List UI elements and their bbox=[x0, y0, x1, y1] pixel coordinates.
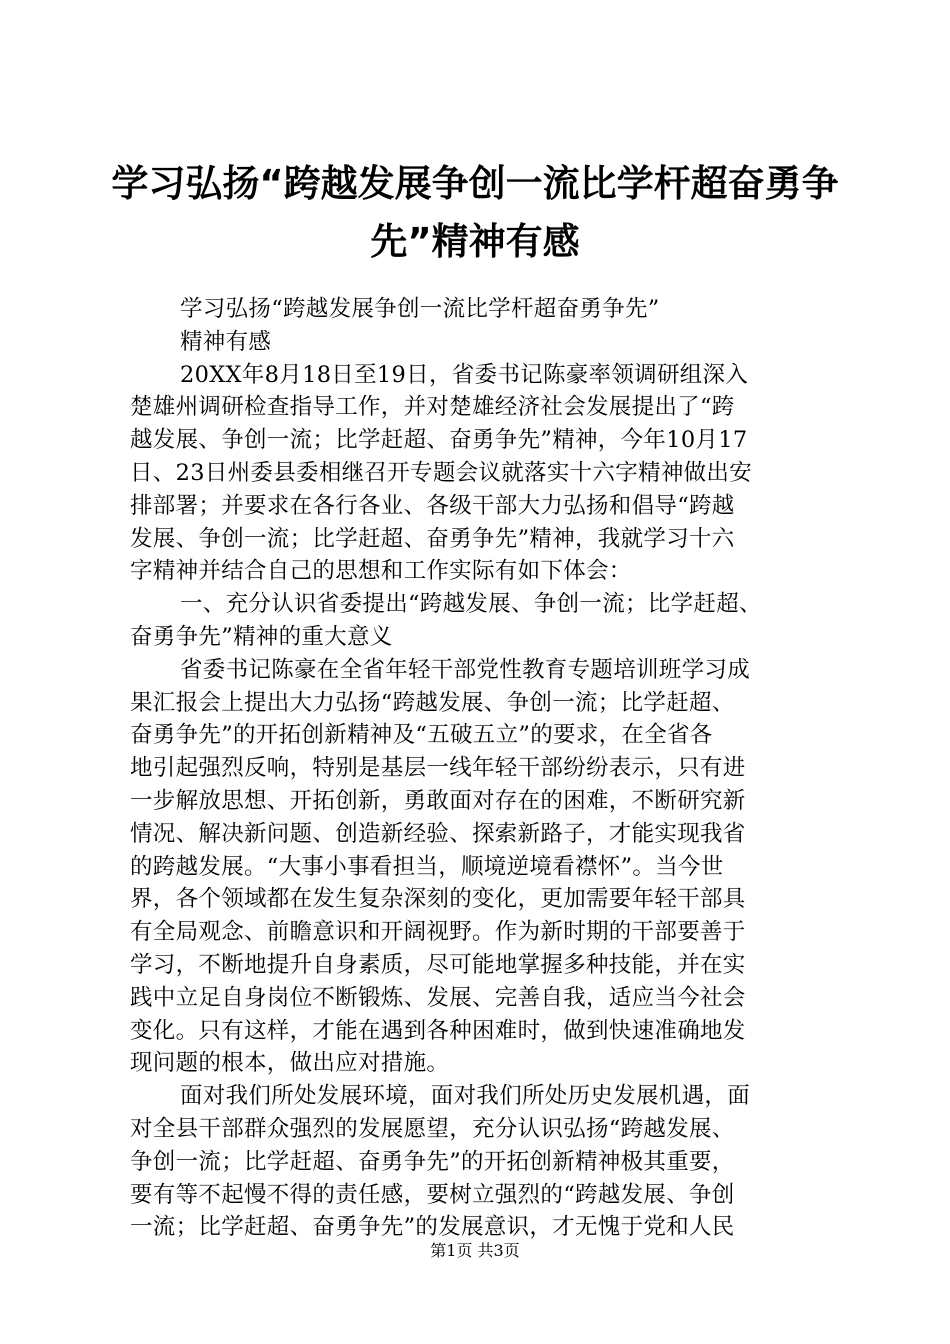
body-line: 越发展、争创一流；比学赶超、奋勇争先”精神，今年10月17 bbox=[130, 427, 748, 454]
document-title-line-2: 先”精神有感 bbox=[370, 220, 580, 263]
body-line: 学习，不断地提升自身素质，尽可能地掌握多种技能，并在实 bbox=[130, 951, 746, 978]
body-line: 一流；比学赶超、奋勇争先”的发展意识，才无愧于党和人民 bbox=[130, 1214, 735, 1241]
document-title-line-1: 学习弘扬“跨越发展争创一流比学杆超奋勇争 bbox=[111, 162, 839, 205]
body-line: 学习弘扬“跨越发展争创一流比学杆超奋勇争先” bbox=[180, 296, 660, 322]
body-line: 面对我们所处发展环境，面对我们所处历史发展机遇，面 bbox=[180, 1083, 751, 1110]
body-line: 变化。只有这样，才能在遇到各种困难时，做到快速准确地发 bbox=[130, 1017, 746, 1044]
body-line: 奋勇争先”精神的重大意义 bbox=[130, 623, 393, 650]
body-line: 要有等不起慢不得的责任感，要树立强烈的“跨越发展、争创 bbox=[130, 1181, 735, 1208]
body-line: 对全县干部群众强烈的发展愿望，充分认识弘扬“跨越发展、 bbox=[130, 1115, 735, 1142]
body-line: 争创一流；比学赶超、奋勇争先”的开拓创新精神极其重要， bbox=[130, 1148, 735, 1175]
body-line: 地引起强烈反响，特别是基层一线年轻干部纷纷表示，只有进 bbox=[130, 755, 746, 782]
body-line: 字精神并结合自己的思想和工作实际有如下体会： bbox=[130, 558, 632, 585]
body-line: 现问题的根本，做出应对措施。 bbox=[130, 1050, 450, 1077]
body-line: 的跨越发展。“大事小事看担当，顺境逆境看襟怀”。当今世 bbox=[130, 853, 724, 880]
body-line: 一步解放思想、开拓创新，勇敢面对存在的困难，不断研究新 bbox=[130, 787, 746, 814]
body-line: 发展、争创一流；比学赶超、奋勇争先”精神，我就学习十六 bbox=[130, 525, 735, 552]
body-line: 日、23日州委县委相继召开专题会议就落实十六字精神做出安 bbox=[130, 459, 753, 486]
page-footer: 第1页 共3页 bbox=[430, 1241, 520, 1260]
document-body bbox=[130, 293, 860, 1244]
body-line: 20XX年8月18日至19日，省委书记陈豪率领调研组深入 bbox=[180, 361, 749, 388]
body-line: 一、充分认识省委提出“跨越发展、争创一流；比学赶超、 bbox=[180, 591, 762, 618]
body-line: 果汇报会上提出大力弘扬“跨越发展、争创一流；比学赶超、 bbox=[130, 689, 735, 716]
body-line: 精神有感 bbox=[180, 328, 272, 355]
body-line: 情况、解决新问题、创造新经验、探索新路子，才能实现我省 bbox=[130, 820, 746, 847]
body-line: 省委书记陈豪在全省年轻干部党性教育专题培训班学习成 bbox=[180, 656, 751, 683]
body-line: 践中立足自身岗位不断锻炼、发展、完善自我，适应当今社会 bbox=[130, 984, 746, 1011]
body-line: 奋勇争先”的开拓创新精神及“五破五立”的要求，在全省各 bbox=[130, 722, 713, 749]
body-line: 有全局观念、前瞻意识和开阔视野。作为新时期的干部要善于 bbox=[130, 919, 746, 946]
body-line: 排部署；并要求在各行各业、各级干部大力弘扬和倡导“跨越 bbox=[130, 492, 735, 519]
body-line: 界，各个领域都在发生复杂深刻的变化，更加需要年轻干部具 bbox=[130, 886, 746, 913]
body-line: 楚雄州调研检查指导工作，并对楚雄经济社会发展提出了“跨 bbox=[130, 394, 735, 421]
